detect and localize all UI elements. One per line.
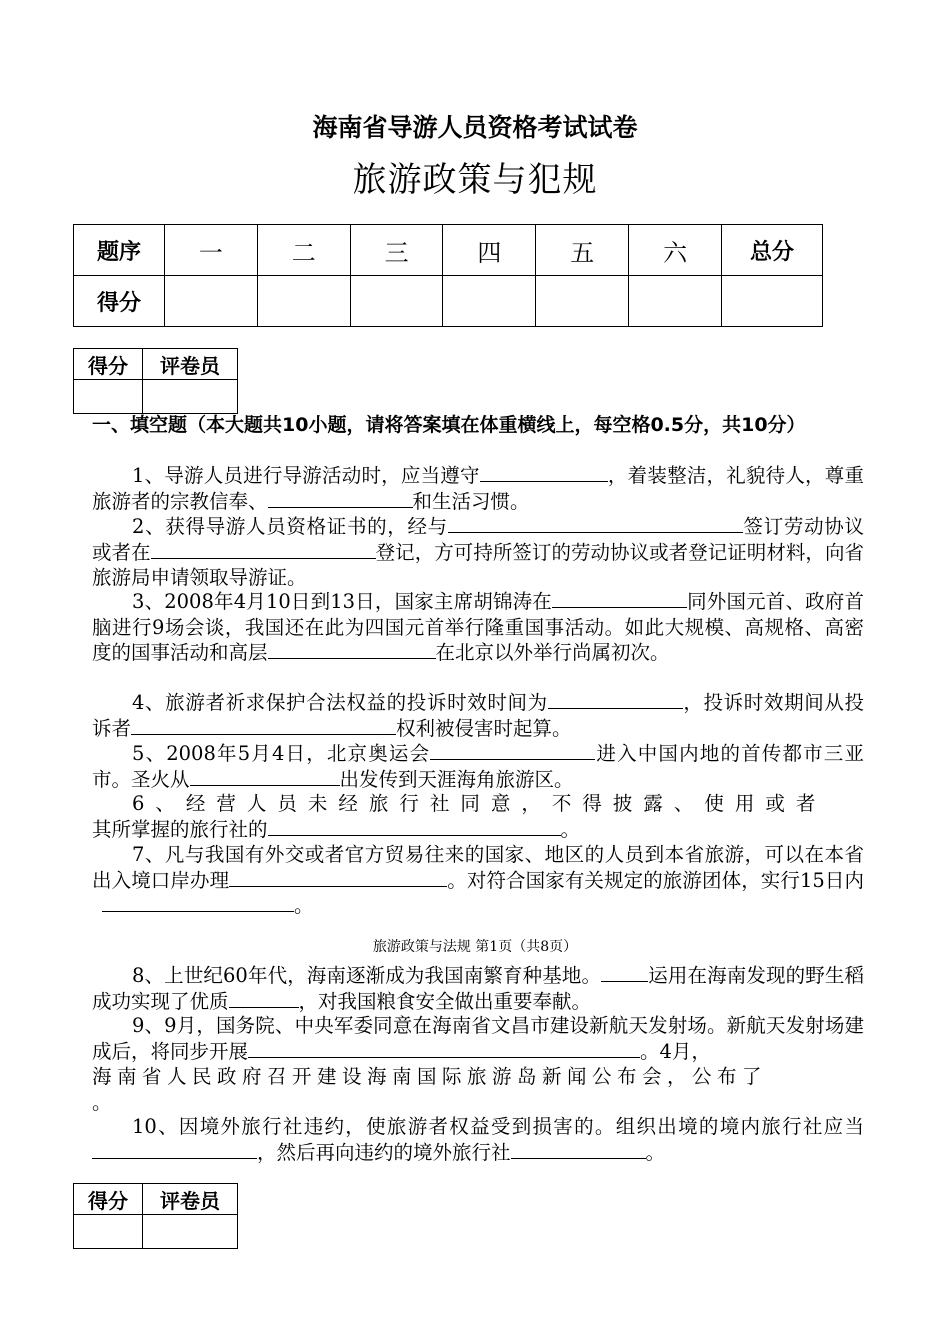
grader-score-cell[interactable] xyxy=(74,380,143,414)
score-cell[interactable] xyxy=(165,276,258,327)
grader-box-header xyxy=(74,1184,238,1215)
answer-blank[interactable] xyxy=(92,1140,257,1159)
answer-blank[interactable] xyxy=(151,540,376,559)
score-cell[interactable] xyxy=(722,276,823,327)
answer-blank[interactable] xyxy=(480,463,608,482)
row-header-defen: 得分 xyxy=(74,276,165,327)
question-1: 1、导游人员进行导游活动时，应当遵守 ，着装整洁，礼貌待人，尊重旅游者的宗教信奉、 和生活习惯。 xyxy=(92,464,864,513)
col-3: 三 xyxy=(350,225,443,276)
score-table-header-row xyxy=(74,225,823,276)
score-cell[interactable] xyxy=(257,276,350,327)
answer-blank[interactable] xyxy=(552,589,687,608)
grader-score-label: 得分 xyxy=(74,1184,143,1215)
grader-name-label: 评卷员 xyxy=(143,349,238,380)
page-footer: 旅游政策与法规 第1页（共8页） xyxy=(372,939,578,955)
col-2: 二 xyxy=(257,225,350,276)
score-cell[interactable] xyxy=(350,276,443,327)
score-cell[interactable] xyxy=(443,276,536,327)
question-8: 8、上世纪60年代，海南逐渐成为我国南繁育种基地。 运用在海南发现的野生稻成功实现了优质 ，对我国粮食安全做出重要奉献。 xyxy=(92,964,864,1013)
answer-blank[interactable] xyxy=(511,1140,646,1159)
col-6: 六 xyxy=(629,225,722,276)
exam-subtitle: 旅游政策与犯规 xyxy=(352,160,598,200)
answer-blank[interactable] xyxy=(248,1039,640,1058)
grader-box-2 xyxy=(73,1183,238,1249)
grader-box-1 xyxy=(73,348,238,414)
grader-score-label: 得分 xyxy=(74,349,143,380)
answer-blank[interactable] xyxy=(190,767,340,786)
question-3: 3、2008年4月10日到13日，国家主席胡锦涛在 同外国元首、政府首脑进行9场会谈，我国还在此为四国元首举行隆重国事活动。如此大规模、高规格、高密度的国事活动和高层 在北京以外举行尚属初次。 xyxy=(92,590,864,664)
question-10: 10、因境外旅行社违约，使旅游者权益受到损害的。组织出境的境内旅行社应当，然后再向违约的境外旅行社 。 xyxy=(92,1114,864,1165)
answer-blank[interactable] xyxy=(268,640,436,659)
answer-blank[interactable] xyxy=(448,514,743,533)
grader-box-input-row xyxy=(74,1215,238,1249)
question-2: 2、获得导游人员资格证书的，经与 签订劳动协议或者在 登记，方可持所签订的劳动协议或者登记证明材料，向省旅游局申请领取导游证。 xyxy=(92,515,864,589)
answer-blank[interactable] xyxy=(229,989,299,1008)
row-header-tixu: 题序 xyxy=(74,225,165,276)
col-total: 总分 xyxy=(722,225,823,276)
answer-blank[interactable] xyxy=(548,690,683,709)
question-5: 5、2008年5月4日，北京奥运会 进入中国内地的首传都市三亚市。圣火从 出发传到天涯海角旅游区。 xyxy=(92,742,864,791)
grader-score-cell[interactable] xyxy=(74,1215,143,1249)
question-4: 4、旅游者祈求保护合法权益的投诉时效时间为 ，投诉时效期间从投诉者 权利被侵害时起算。 xyxy=(92,691,864,740)
col-5: 五 xyxy=(536,225,629,276)
grader-box-input-row xyxy=(74,380,238,414)
question-9: 9、9月，国务院、中央军委同意在海南省文昌市建设新航天发射场。新航天发射场建成后，将同步开展 。4月， 海南省人民政府召开建设海南国际旅游岛新闻公布会，公布了 。 xyxy=(92,1014,864,1114)
score-cell[interactable] xyxy=(629,276,722,327)
question-6: 6、经营人员未经旅行社同意，不得披露、使用或者 其所掌握的旅行社的 。 xyxy=(92,792,827,841)
question-7: 7、凡与我国有外交或者官方贸易往来的国家、地区的人员到本省旅游，可以在本省出入境口岸办理 。对符合国家有关规定的旅游团体，实行15日内。 xyxy=(92,843,864,917)
grader-name-cell[interactable] xyxy=(143,380,238,414)
answer-blank[interactable] xyxy=(102,893,294,912)
grader-name-cell[interactable] xyxy=(143,1215,238,1249)
answer-blank[interactable] xyxy=(268,817,561,836)
score-cell[interactable] xyxy=(536,276,629,327)
score-table xyxy=(73,224,823,327)
col-1: 一 xyxy=(165,225,258,276)
answer-blank[interactable] xyxy=(229,868,447,887)
grader-box-header xyxy=(74,349,238,380)
section-title: 一、填空题（本大题共10小题，请将答案填在体重横线上，每空格0.5分，共10分） xyxy=(92,414,806,436)
answer-blank[interactable] xyxy=(268,489,413,508)
grader-name-label: 评卷员 xyxy=(143,1184,238,1215)
score-table-score-row xyxy=(74,276,823,327)
exam-title: 海南省导游人员资格考试试卷 xyxy=(312,113,638,142)
col-4: 四 xyxy=(443,225,536,276)
answer-blank[interactable] xyxy=(131,716,396,735)
answer-blank[interactable] xyxy=(601,963,648,982)
answer-blank[interactable] xyxy=(430,741,595,760)
